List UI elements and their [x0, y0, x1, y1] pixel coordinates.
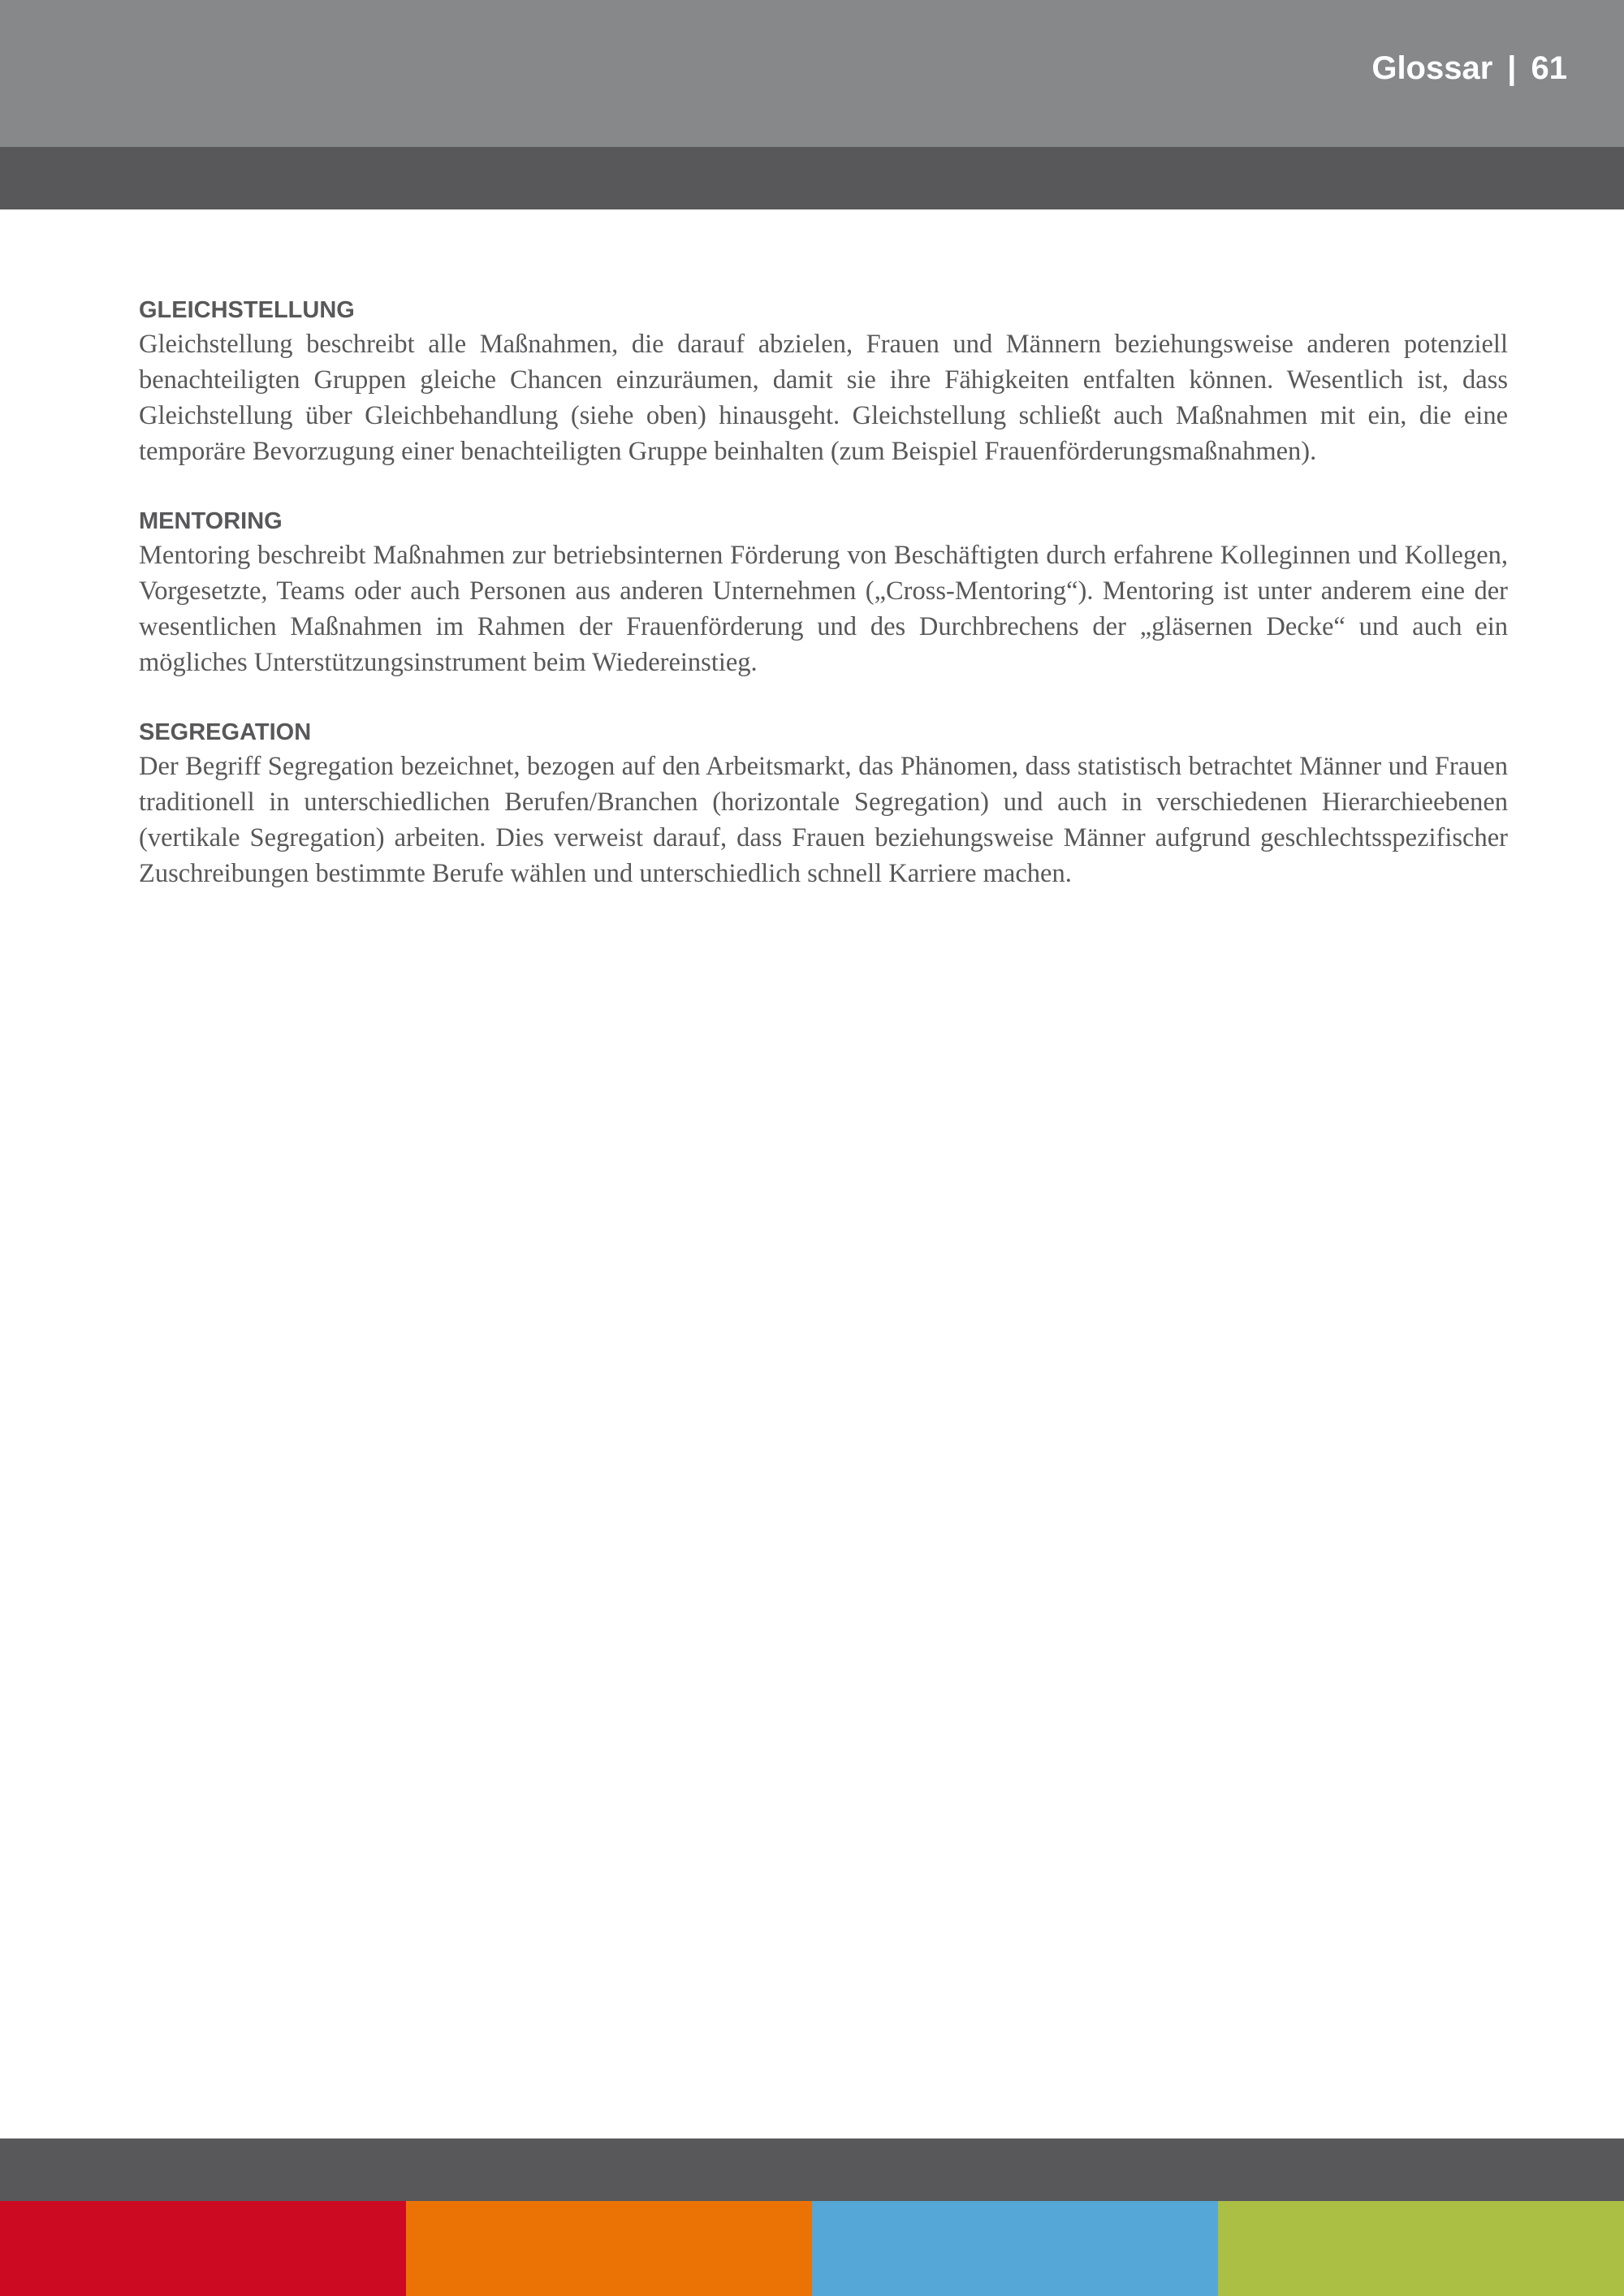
- page-number: 61: [1531, 50, 1567, 86]
- glossary-term: SEGREGATION: [139, 719, 312, 745]
- glossary-definition: Gleichstellung beschreibt alle Maßnahmen, die darauf abzielen, Frauen und Männern beziehungsweise anderen potenziell benachteiligten Gruppen gleiche Chancen einzuräumen, damit sie ihre Fähigkeiten entfalten können. Wesentlich ist, dass Gleichstellung über Gleichbehandlung (siehe oben) hinausgeht. Gleichstellung schließt auch Maßnahmen mit ein, die eine temporäre Bevorzugung einer benachteiligten Gruppe beinhalten (zum Beispiel Frauenförderungsmaßnahmen).: [139, 330, 1508, 466]
- glossary-term: MENTORING: [139, 508, 283, 534]
- glossary-definition: Der Begriff Segregation bezeichnet, bezogen auf den Arbeitsmarkt, das Phänomen, dass statistisch betrachtet Männer und Frauen traditionell in unterschiedlichen Berufen/Branchen (horizontale Segregation) und auch in verschiedenen Hierarchieebenen (vertikale Segregation) arbeiten. Dies verweist darauf, dass Frauen beziehungsweise Männer aufgrund geschlechtsspezifischer Zuschreibungen bestimmte Berufe wählen und unterschiedlich schnell Karriere machen.: [139, 752, 1508, 888]
- glossary-definition: Mentoring beschreibt Maßnahmen zur betriebsinternen Förderung von Beschäftigten durch erfahrene Kolleginnen und Kollegen, Vorgesetzte, Teams oder auch Personen aus anderen Unternehmen („Cross-Mentoring“). Mentoring ist unter anderem eine der wesentlichen Maßnahmen im Rahmen der Frauenförderung und des Durchbrechens der „gläsernen Decke“ und auch ein mögliches Unterstützungsinstrument beim Wiedereinstieg.: [139, 541, 1508, 677]
- header-separator: |: [1507, 50, 1517, 86]
- running-head: [1371, 50, 1567, 87]
- glossary-entry-mentoring: [139, 507, 1508, 680]
- section-title: Glossar: [1371, 50, 1493, 86]
- page-header: [0, 0, 1624, 147]
- footer-band: [0, 2138, 1624, 2201]
- glossary-entry-segregation: [139, 718, 1508, 891]
- footer-color-bar-blue: [812, 2201, 1218, 2296]
- footer-color-bar-green: [1218, 2201, 1624, 2296]
- footer-color-bar-red: [0, 2201, 406, 2296]
- glossary-content: [139, 296, 1508, 929]
- glossary-term: GLEICHSTELLUNG: [139, 297, 355, 323]
- glossary-entry-gleichstellung: [139, 296, 1508, 469]
- footer-color-bar-orange: [406, 2201, 812, 2296]
- header-band: [0, 147, 1624, 209]
